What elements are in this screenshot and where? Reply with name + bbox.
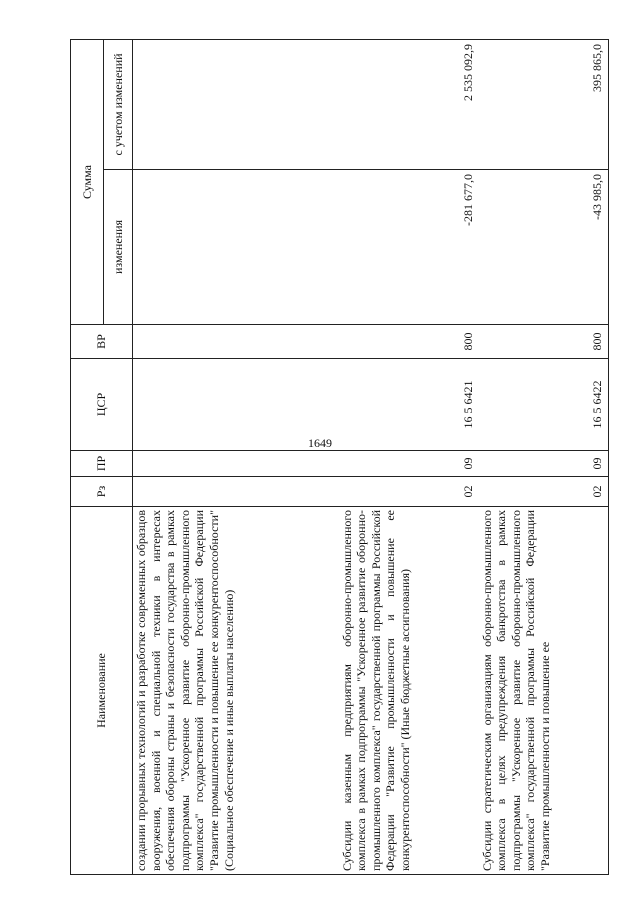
row-name: создании прорывных технологий и разработке современных образцов вооружения, военной и специальной техники в интересах обеспечения обороны страны и безопасности государства в рамках подпрограммы "Ускоренное развитие оборонно-промышленного комплекса" государственной программы Российской Федерации "Развитие промышленности и повышение ее конкурентоспособности" (Социальное обеспечение и иные выплаты населению) [133, 507, 339, 875]
row-pr: 09 [479, 451, 609, 477]
header-vr: ВР [71, 325, 133, 359]
header-pr: ПР [71, 451, 133, 477]
table-row [479, 39, 609, 874]
row-rz: 02 [339, 477, 479, 507]
row-change: -43 985,0 [479, 170, 609, 325]
rotated-table-container [70, 40, 615, 875]
row-name: Субсидии стратегическим организациям оборонно-промышленного комплекса в целях предупреждения банкротства в рамках подпрограммы "Ускоренное развитие оборонно-промышленного комплекса" государственной программы Российской Федерации "Развитие промышленности и повышение ее [479, 507, 609, 875]
row-vr: 800 [339, 325, 479, 359]
row-csr: 16 5 6421 [339, 359, 479, 451]
row-with-changes [133, 39, 339, 169]
table-row [339, 39, 479, 874]
header-csr: ЦСР [71, 359, 133, 451]
row-vr: 800 [479, 325, 609, 359]
row-name: Субсидии казенным предприятиям оборонно-промышленного комплекса в рамках подпрограммы "Ускоренное развитие оборонно-промышленного комплекса" государственной программы Российской Федерации "Развитие промышленности и повышение ее конкурентоспособности" (Иные бюджетные ассигнования) [339, 507, 479, 875]
row-change [133, 170, 339, 325]
row-csr: 16 5 6422 [479, 359, 609, 451]
header-sum: Сумма [71, 39, 104, 324]
row-change: -281 677,0 [339, 170, 479, 325]
header-with-changes: с учетом изменений [104, 39, 133, 169]
row-rz [133, 477, 339, 507]
row-csr [133, 359, 339, 451]
row-rz: 02 [479, 477, 609, 507]
header-name: Наименование [71, 507, 133, 875]
header-row-1 [71, 39, 104, 874]
row-with-changes: 395 865,0 [479, 39, 609, 169]
header-rz: Рз [71, 477, 133, 507]
row-pr: 09 [339, 451, 479, 477]
page-number: 1649 [308, 436, 332, 450]
row-with-changes: 2 535 092,9 [339, 39, 479, 169]
row-pr [133, 451, 339, 477]
budget-table [70, 39, 609, 875]
header-change: изменения [104, 170, 133, 325]
table-row [133, 39, 339, 874]
row-vr [133, 325, 339, 359]
